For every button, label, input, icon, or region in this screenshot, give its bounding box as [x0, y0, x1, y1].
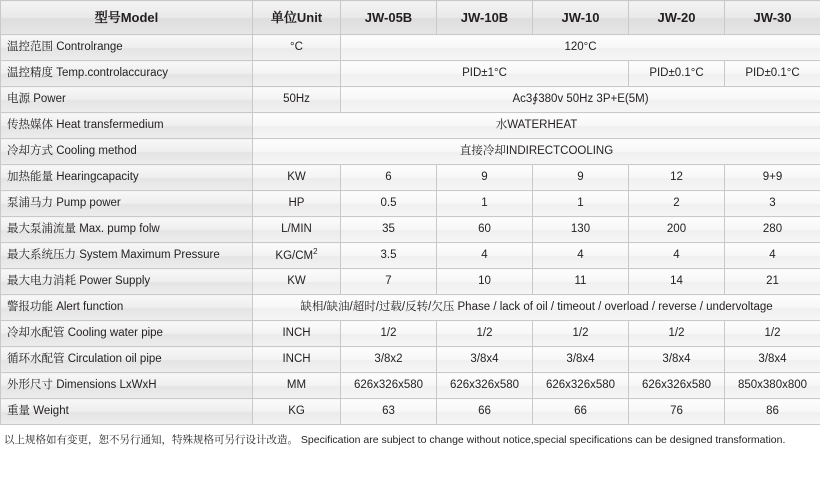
column-header-0: 型号Model: [1, 1, 253, 35]
row-value-cell: 63: [341, 399, 437, 425]
column-header-4: JW-10: [533, 1, 629, 35]
row-unit: KW: [253, 269, 341, 295]
row-unit: 50Hz: [253, 87, 341, 113]
row-label: 冷却方式 Cooling method: [1, 139, 253, 165]
row-label: 冷却水配管 Cooling water pipe: [1, 321, 253, 347]
table-row: [1, 165, 820, 191]
row-unit: KW: [253, 165, 341, 191]
column-header-6: JW-30: [725, 1, 820, 35]
column-header-1: 单位Unit: [253, 1, 341, 35]
row-value-cell: PID±1°C: [341, 61, 629, 87]
row-value-cell: 66: [533, 399, 629, 425]
row-value-cell: 35: [341, 217, 437, 243]
row-value-cell: 1: [437, 191, 533, 217]
row-value-cell: 12: [629, 165, 725, 191]
row-unit: [253, 243, 341, 269]
row-unit: MM: [253, 373, 341, 399]
table-row: [1, 35, 820, 61]
row-label: 传热媒体 Heat transfermedium: [1, 113, 253, 139]
row-value-merged: Ac3∮380v 50Hz 3P+E(5M): [341, 87, 820, 113]
row-unit: KG: [253, 399, 341, 425]
row-value-cell: 60: [437, 217, 533, 243]
row-value-merged: 直接冷却INDIRECTCOOLING: [253, 139, 820, 165]
table-row: [1, 295, 820, 321]
row-value-cell: 280: [725, 217, 820, 243]
column-header-3: JW-10B: [437, 1, 533, 35]
row-value-cell: 4: [437, 243, 533, 269]
table-row: [1, 269, 820, 295]
row-label: 循环水配管 Circulation oil pipe: [1, 347, 253, 373]
row-value-cell: 4: [533, 243, 629, 269]
row-unit: HP: [253, 191, 341, 217]
row-value-cell: 4: [629, 243, 725, 269]
row-value-cell: 4: [725, 243, 820, 269]
table-row: [1, 399, 820, 425]
row-value-cell: 1: [533, 191, 629, 217]
table-row: [1, 243, 820, 269]
row-value-cell: 1/2: [341, 321, 437, 347]
table-row: [1, 87, 820, 113]
row-value-cell: 200: [629, 217, 725, 243]
row-value-cell: 7: [341, 269, 437, 295]
row-value-cell: PID±0.1°C: [629, 61, 725, 87]
row-value-cell: 9: [533, 165, 629, 191]
row-value-cell: 3/8x4: [437, 347, 533, 373]
row-unit: [253, 61, 341, 87]
table-header-row: [1, 1, 820, 35]
row-value-cell: 1/2: [629, 321, 725, 347]
row-value-cell: 3/8x4: [533, 347, 629, 373]
row-value-cell: 9+9: [725, 165, 820, 191]
table-body: [1, 35, 820, 425]
row-value-cell: 3/8x2: [341, 347, 437, 373]
row-label: 温控精度 Temp.controlaccuracy: [1, 61, 253, 87]
row-value-cell: 11: [533, 269, 629, 295]
row-label: 电源 Power: [1, 87, 253, 113]
row-label: 最大泵浦流量 Max. pump folw: [1, 217, 253, 243]
row-value-cell: 76: [629, 399, 725, 425]
row-value-cell: PID±0.1°C: [725, 61, 820, 87]
table-row: [1, 217, 820, 243]
row-label: 外形尺寸 Dimensions LxWxH: [1, 373, 253, 399]
table-row: [1, 113, 820, 139]
row-value-cell: 130: [533, 217, 629, 243]
row-unit: °C: [253, 35, 341, 61]
row-value-cell: 6: [341, 165, 437, 191]
row-value-cell: 1/2: [533, 321, 629, 347]
unit-base: KG/CM: [275, 250, 314, 263]
row-value-merged: 120°C: [341, 35, 820, 61]
row-value-cell: 14: [629, 269, 725, 295]
row-label: 最大系统压力 System Maximum Pressure: [1, 243, 253, 269]
row-label: 警报功能 Alert function: [1, 295, 253, 321]
row-value-cell: 66: [437, 399, 533, 425]
row-label: 温控范围 Controlrange: [1, 35, 253, 61]
row-value-cell: 626x326x580: [533, 373, 629, 399]
row-value-cell: 850x380x800: [725, 373, 820, 399]
row-value-merged: 水WATERHEAT: [253, 113, 820, 139]
table-row: [1, 347, 820, 373]
row-value-cell: 626x326x580: [341, 373, 437, 399]
row-value-cell: 3/8x4: [629, 347, 725, 373]
row-unit: L/MIN: [253, 217, 341, 243]
row-value-cell: 626x326x580: [437, 373, 533, 399]
row-unit: INCH: [253, 321, 341, 347]
row-unit: INCH: [253, 347, 341, 373]
table-row: [1, 321, 820, 347]
row-label: 最大电力消耗 Power Supply: [1, 269, 253, 295]
row-value-cell: 3.5: [341, 243, 437, 269]
row-value-cell: 626x326x580: [629, 373, 725, 399]
row-label: 重量 Weight: [1, 399, 253, 425]
row-value-cell: 1/2: [437, 321, 533, 347]
footnote: 以上规格如有变更，恕不另行通知，特殊规格可另行设计改造。 Specification are subject to change without notice,special specifications can be designed transformation.: [4, 434, 786, 446]
row-value-cell: 9: [437, 165, 533, 191]
row-value-cell: 3: [725, 191, 820, 217]
row-value-merged: 缺相/缺油/超时/过载/反转/欠压 Phase / lack of oil / timeout / overload / reverse / undervoltage: [253, 295, 820, 321]
unit-exponent: 2: [313, 247, 318, 257]
row-label: 泵浦马力 Pump power: [1, 191, 253, 217]
column-header-2: JW-05B: [341, 1, 437, 35]
row-value-cell: 0.5: [341, 191, 437, 217]
row-value-cell: 10: [437, 269, 533, 295]
row-value-cell: 1/2: [725, 321, 820, 347]
row-label: 加热能量 Hearingcapacity: [1, 165, 253, 191]
column-header-5: JW-20: [629, 1, 725, 35]
table-row: [1, 191, 820, 217]
row-value-cell: 2: [629, 191, 725, 217]
table-row: [1, 373, 820, 399]
row-value-cell: 86: [725, 399, 820, 425]
table-row: [1, 139, 820, 165]
row-value-cell: 21: [725, 269, 820, 295]
row-value-cell: 3/8x4: [725, 347, 820, 373]
table-row: [1, 61, 820, 87]
